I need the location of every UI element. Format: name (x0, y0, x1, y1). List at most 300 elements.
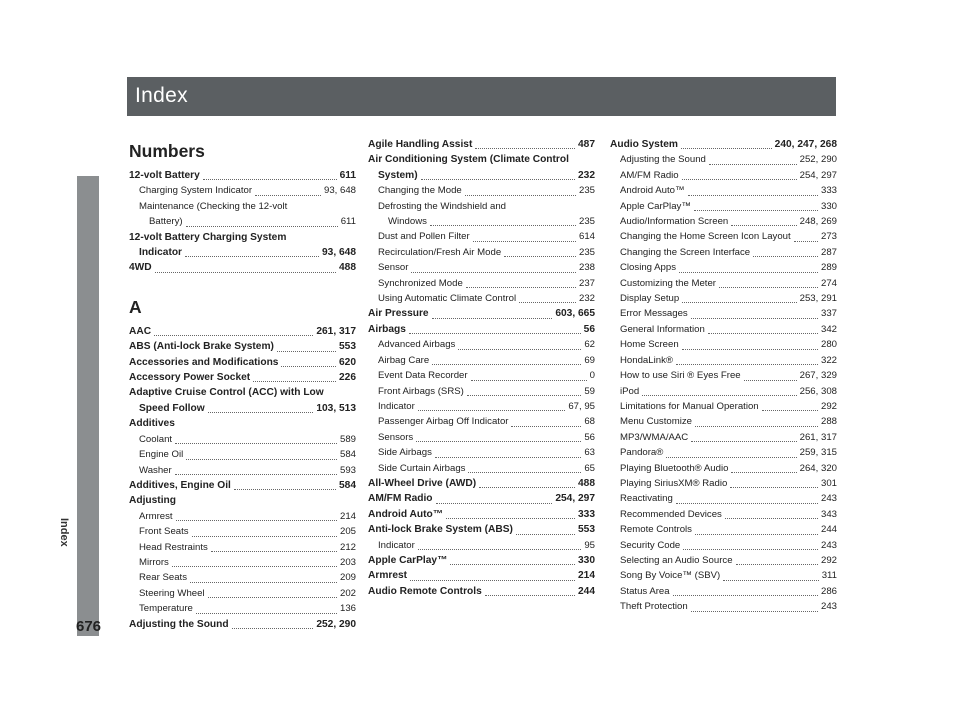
index-subentry (610, 245, 837, 260)
entry-text: Armrest (368, 570, 408, 582)
entry-row (378, 245, 595, 260)
entry-text: Accessories and Modifications (129, 356, 279, 368)
entry-row (620, 168, 837, 183)
index-subentry (129, 586, 356, 601)
entry-row (620, 445, 837, 460)
entry-text: Song By Voice™ (SBV) (620, 570, 721, 582)
entry-text: Security Code (620, 539, 681, 551)
page-reference: 256, 308 (799, 385, 837, 397)
entry-row (620, 584, 837, 599)
page-reference: 292 (820, 400, 837, 412)
index-subentry (610, 322, 837, 337)
index-entry (129, 493, 356, 508)
entry-text: Reactivating (620, 493, 673, 505)
index-header-bar (127, 77, 836, 116)
entry-text: Temperature (139, 603, 193, 615)
index-entry (129, 385, 356, 416)
leader-dots (468, 472, 581, 473)
entry-text: Airbag Care (378, 354, 430, 366)
leader-dots (234, 489, 336, 490)
index-subentry (610, 538, 837, 553)
leader-dots (467, 395, 581, 396)
page-reference: 212 (339, 541, 356, 553)
index-subentry (610, 491, 837, 506)
leader-dots (681, 148, 772, 149)
entry-row (368, 491, 595, 506)
entry-row (368, 507, 595, 522)
entry-row (368, 522, 595, 537)
entry-text: Event Data Recorder (378, 370, 468, 382)
entry-text: Front Seats (139, 526, 189, 538)
index-subentry (610, 276, 837, 291)
entry-row (139, 586, 356, 601)
page-reference: 214 (578, 570, 595, 582)
index-subentry (610, 507, 837, 522)
page-reference: 68 (584, 416, 595, 428)
page-reference: 333 (820, 185, 837, 197)
entry-text: Mirrors (139, 556, 169, 568)
entry-row (139, 214, 356, 229)
entry-row (620, 337, 837, 352)
entry-row (129, 245, 356, 260)
leader-dots (196, 613, 337, 614)
entry-text: Passenger Airbag Off Indicator (378, 416, 509, 428)
page-reference: 59 (584, 385, 595, 397)
leader-dots (719, 287, 818, 288)
page-reference: 62 (584, 339, 595, 351)
leader-dots (435, 457, 581, 458)
entry-text: Indicator (139, 247, 183, 259)
entry-row (620, 507, 837, 522)
page-reference: 620 (339, 356, 356, 368)
leader-dots (682, 349, 818, 350)
entry-row (620, 491, 837, 506)
index-entry (129, 370, 356, 385)
page-reference: 95 (584, 539, 595, 551)
entry-text: Side Curtain Airbags (378, 462, 466, 474)
entry-row (620, 568, 837, 583)
page-reference: 274 (820, 277, 837, 289)
page-reference: 589 (339, 433, 356, 445)
index-entry (129, 478, 356, 493)
leader-dots (762, 410, 818, 411)
entry-text-line: Air Conditioning System (Climate Control (368, 154, 569, 166)
entry-text: Indicator (378, 539, 415, 551)
leader-dots (736, 564, 818, 565)
page-reference: 0 (589, 370, 595, 382)
index-subentry (368, 276, 595, 291)
leader-dots (418, 549, 582, 550)
entry-row (378, 430, 595, 445)
index-subentry (610, 553, 837, 568)
page-reference: 593 (339, 464, 356, 476)
entry-text: Windows (388, 216, 427, 228)
leader-dots (753, 256, 818, 257)
leader-dots (192, 536, 337, 537)
leader-dots (723, 580, 818, 581)
page-reference: 235 (578, 185, 595, 197)
entry-text: Coolant (139, 433, 173, 445)
leader-dots (666, 457, 796, 458)
entry-row (129, 478, 356, 493)
leader-dots (154, 335, 313, 336)
index-entry (129, 617, 356, 632)
entry-text: Engine Oil (139, 449, 184, 461)
entry-row (620, 152, 837, 167)
leader-dots (418, 410, 566, 411)
index-subentry (368, 461, 595, 476)
entry-text: Dust and Pollen Filter (378, 231, 470, 243)
entry-text: Audio System (610, 139, 678, 150)
page-reference: 288 (820, 416, 837, 428)
leader-dots (208, 412, 314, 413)
leader-dots (466, 287, 576, 288)
entry-text: Anti-lock Brake System (ABS) (368, 524, 513, 536)
entry-text: Battery) (149, 216, 183, 228)
page-reference: 264, 320 (799, 462, 837, 474)
index-subentry (610, 214, 837, 229)
entry-text: Airbags (368, 323, 406, 335)
page-reference: 243 (820, 493, 837, 505)
index-subentry (368, 199, 595, 230)
page-reference: 261, 317 (316, 325, 356, 337)
page-reference: 209 (339, 572, 356, 584)
leader-dots (682, 302, 796, 303)
index-subentry (129, 509, 356, 524)
index-entry (368, 476, 595, 491)
index-subentry (368, 229, 595, 244)
leader-dots (175, 474, 337, 475)
leader-dots (682, 179, 797, 180)
index-entry (610, 137, 837, 152)
entry-text: Theft Protection (620, 601, 688, 613)
entry-text: Closing Apps (620, 262, 676, 274)
index-subentry (368, 260, 595, 275)
index-subentry (610, 461, 837, 476)
entry-row (368, 306, 595, 321)
page-reference: 205 (339, 526, 356, 538)
index-entry (368, 491, 595, 506)
entry-text: Changing the Home Screen Icon Layout (620, 231, 791, 243)
entry-row (620, 430, 837, 445)
page-reference: 238 (578, 262, 595, 274)
index-subentry (610, 430, 837, 445)
index-subentry (368, 245, 595, 260)
entry-text-line: 12-volt Battery Charging System (129, 231, 287, 243)
page-reference: 253, 291 (799, 293, 837, 305)
index-entry (368, 553, 595, 568)
page-reference: 232 (578, 169, 595, 181)
index-subentry (610, 476, 837, 491)
leader-dots (473, 241, 576, 242)
entry-row (368, 476, 595, 491)
leader-dots (708, 333, 818, 334)
entry-row (139, 524, 356, 539)
entry-text: Recirculation/Fresh Air Mode (378, 246, 502, 258)
index-subentry (610, 584, 837, 599)
entry-row (378, 291, 595, 306)
leader-dots (504, 256, 576, 257)
leader-dots (203, 179, 337, 180)
index-subentry (610, 229, 837, 244)
leader-dots (277, 351, 336, 352)
index-subentry (610, 522, 837, 537)
page-reference: 252, 290 (799, 154, 837, 166)
entry-text: Selecting an Audio Source (620, 554, 733, 566)
entry-text: System) (378, 169, 418, 181)
page-reference: 488 (578, 477, 595, 489)
entry-row (378, 399, 595, 414)
entry-row (620, 476, 837, 491)
page-reference: 244 (820, 524, 837, 536)
page-reference: 322 (820, 354, 837, 366)
leader-dots (281, 366, 336, 367)
page-reference: 553 (339, 341, 356, 353)
page-reference: 488 (339, 262, 356, 274)
page-reference: 203 (339, 556, 356, 568)
page-reference: 301 (820, 477, 837, 489)
entry-text: General Information (620, 323, 705, 335)
index-entry (129, 230, 356, 261)
page-reference: 56 (583, 323, 595, 335)
entry-row (620, 260, 837, 275)
entry-text: Using Automatic Climate Control (378, 293, 517, 305)
page-reference: 330 (578, 554, 595, 566)
entry-text: Front Airbags (SRS) (378, 385, 464, 397)
entry-text: Additives, Engine Oil (129, 479, 231, 491)
index-entry (368, 152, 595, 183)
page-reference: 56 (584, 431, 595, 443)
index-entry (368, 584, 595, 599)
entry-row (378, 337, 595, 352)
entry-row (139, 447, 356, 462)
entry-text: Rear Seats (139, 572, 187, 584)
leader-dots (688, 195, 818, 196)
entry-row (620, 291, 837, 306)
entry-text: Charging System Indicator (139, 185, 253, 197)
entry-row (620, 553, 837, 568)
entry-row (378, 538, 595, 553)
leader-dots (676, 503, 818, 504)
page-reference: 226 (339, 372, 356, 384)
page-reference: 232 (578, 293, 595, 305)
page-reference: 330 (820, 200, 837, 212)
entry-text-line: Maintenance (Checking the 12-volt (139, 200, 288, 212)
page-reference: 584 (339, 479, 356, 491)
entry-text: All-Wheel Drive (AWD) (368, 477, 477, 489)
page-reference: 333 (578, 508, 595, 520)
entry-row (378, 384, 595, 399)
entry-row (620, 599, 837, 614)
leader-dots (430, 225, 576, 226)
leader-dots (691, 441, 796, 442)
index-subentry (610, 183, 837, 198)
page-reference: 65 (584, 462, 595, 474)
leader-dots (190, 582, 337, 583)
index-subentry (129, 447, 356, 462)
entry-row (129, 355, 356, 370)
index-subentry (610, 291, 837, 306)
page-reference: 235 (578, 246, 595, 258)
entry-row (620, 368, 837, 383)
entry-row (620, 245, 837, 260)
entry-row (139, 555, 356, 570)
entry-text: Adjusting the Sound (129, 618, 229, 630)
entry-text: Audio/Information Screen (620, 216, 729, 228)
entry-text: Changing the Mode (378, 185, 462, 197)
entry-row (129, 416, 356, 431)
entry-row (620, 183, 837, 198)
index-subentry (610, 384, 837, 399)
leader-dots (175, 443, 337, 444)
entry-row (139, 463, 356, 478)
entry-row (129, 401, 356, 416)
leader-dots (744, 380, 797, 381)
entry-text: Sensors (378, 431, 414, 443)
leader-dots (432, 318, 553, 319)
index-subentry (368, 430, 595, 445)
page-reference: 311 (821, 570, 837, 582)
entry-text: Synchronized Mode (378, 277, 463, 289)
entry-row (129, 324, 356, 339)
leader-dots (794, 241, 818, 242)
entry-row (129, 493, 356, 508)
page-reference: 243 (820, 539, 837, 551)
index-subentry (368, 368, 595, 383)
entry-text: 4WD (129, 262, 152, 274)
entry-row (368, 137, 595, 152)
page-reference: 69 (584, 354, 595, 366)
index-entry (129, 324, 356, 339)
index-subentry (368, 445, 595, 460)
page-reference: 214 (339, 510, 356, 522)
page-reference: 614 (578, 231, 595, 243)
entry-text: Indicator (378, 400, 415, 412)
entry-row (368, 553, 595, 568)
page-reference: 603, 665 (555, 308, 595, 320)
leader-dots (642, 395, 796, 396)
page-reference: 252, 290 (316, 618, 356, 630)
index-column-1 (129, 136, 356, 632)
leader-dots (511, 426, 581, 427)
index-entry (368, 568, 595, 583)
side-tab-label: Index (58, 518, 70, 547)
entry-text: Head Restraints (139, 541, 208, 553)
index-subentry (610, 353, 837, 368)
entry-text: Steering Wheel (139, 587, 205, 599)
index-column-3 (610, 137, 837, 615)
leader-dots (155, 272, 336, 273)
entry-text: Pandora® (620, 447, 664, 459)
section-heading: A (129, 296, 142, 317)
page-reference: 487 (578, 139, 595, 150)
page-reference: 584 (339, 449, 356, 461)
section-heading: Numbers (129, 141, 205, 161)
page-reference: 248, 269 (799, 216, 837, 228)
entry-row (610, 137, 837, 152)
entry-row (129, 617, 356, 632)
index-subentry (368, 337, 595, 352)
index-subentry (129, 601, 356, 616)
entry-row (620, 306, 837, 321)
page-reference: 261, 317 (799, 431, 837, 443)
entry-text: Washer (139, 464, 172, 476)
leader-dots (709, 164, 797, 165)
page-reference: 289 (820, 262, 837, 274)
page-reference: 202 (339, 587, 356, 599)
entry-row (620, 399, 837, 414)
entry-text: HondaLink® (620, 354, 673, 366)
index-subentry (368, 414, 595, 429)
entry-text: Status Area (620, 585, 670, 597)
leader-dots (695, 534, 818, 535)
index-subentry (610, 445, 837, 460)
leader-dots (691, 318, 818, 319)
index-entry (129, 339, 356, 354)
index-subentry (610, 199, 837, 214)
entry-row (139, 509, 356, 524)
entry-text: Changing the Screen Interface (620, 246, 751, 258)
page-reference: 286 (820, 585, 837, 597)
leader-dots (519, 302, 576, 303)
index-entry (129, 260, 356, 275)
entry-text: Playing SiriusXM® Radio (620, 477, 728, 489)
entry-text: Display Setup (620, 293, 680, 305)
page-reference: 93, 648 (322, 247, 356, 259)
page-reference: 254, 297 (555, 493, 595, 505)
entry-text: Air Pressure (368, 308, 429, 320)
entry-row (378, 183, 595, 198)
index-subentry (610, 152, 837, 167)
entry-row (620, 199, 837, 214)
page-reference: 611 (340, 216, 356, 228)
leader-dots (409, 333, 581, 334)
leader-dots (465, 195, 576, 196)
entry-text: Recommended Devices (620, 508, 722, 520)
page-title: Index (135, 84, 188, 107)
index-entry (368, 322, 595, 337)
entry-row (378, 368, 595, 383)
page-reference: 280 (820, 339, 837, 351)
leader-dots (731, 225, 796, 226)
entry-text: MP3/WMA/AAC (620, 431, 689, 443)
entry-row (620, 461, 837, 476)
entry-row (620, 229, 837, 244)
entry-text: AM/FM Radio (368, 493, 433, 505)
page-number: 676 (76, 618, 102, 635)
page-reference: 235 (578, 216, 595, 228)
leader-dots (516, 534, 575, 535)
entry-text-line: Adaptive Cruise Control (ACC) with Low (129, 387, 324, 399)
entry-text: How to use Siri ® Eyes Free (620, 370, 741, 382)
entry-row (620, 538, 837, 553)
page-reference: 67, 95 (568, 400, 595, 412)
entry-text-line: Defrosting the Windshield and (378, 200, 506, 212)
index-subentry (368, 353, 595, 368)
entry-text: Android Auto™ (620, 185, 685, 197)
page-reference: 254, 297 (799, 169, 837, 181)
entry-text: Customizing the Meter (620, 277, 716, 289)
leader-dots (471, 380, 587, 381)
leader-dots (673, 595, 818, 596)
entry-row (620, 353, 837, 368)
index-entry (368, 306, 595, 321)
index-subentry (610, 306, 837, 321)
entry-row (368, 584, 595, 599)
entry-row (620, 276, 837, 291)
leader-dots (436, 503, 553, 504)
index-subentry (129, 570, 356, 585)
